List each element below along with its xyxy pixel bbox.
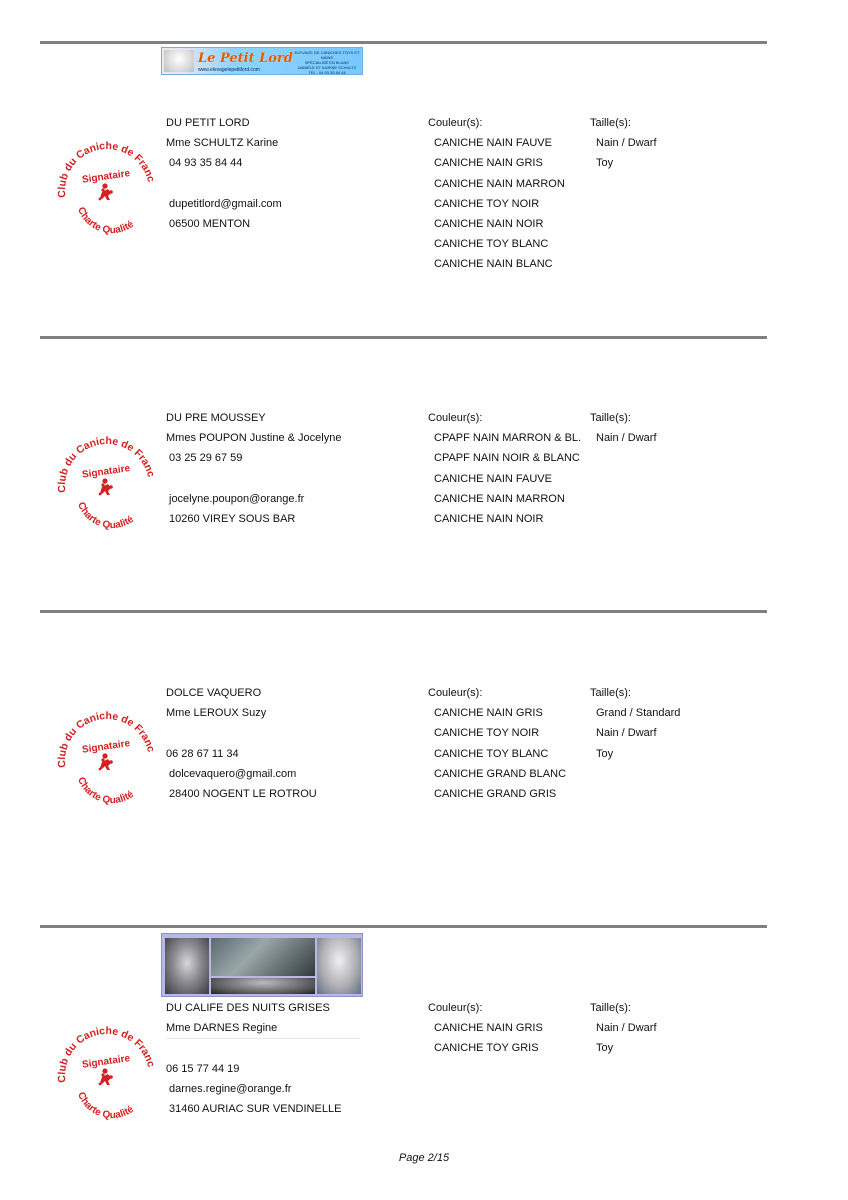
owner-name: Mme SCHULTZ Karine bbox=[166, 137, 279, 150]
breeder-banner-poodle-photos bbox=[161, 933, 363, 997]
kennel-name: DU CALIFE DES NUITS GRISES bbox=[166, 1002, 330, 1014]
email-address: darnes.regine@orange.fr bbox=[169, 1082, 292, 1095]
sizes-column bbox=[590, 686, 680, 767]
breeder-info bbox=[166, 411, 341, 532]
colors-column bbox=[428, 116, 565, 278]
banner-url: www.elevagelepetitlord.com bbox=[198, 67, 260, 73]
quality-seal-icon bbox=[52, 1015, 158, 1121]
section-divider bbox=[40, 610, 767, 613]
color-item: CANICHE NAIN FAUVE bbox=[434, 137, 552, 150]
color-item: CANICHE TOY BLANC bbox=[434, 238, 549, 251]
colors-label: Couleur(s): bbox=[428, 1002, 483, 1014]
section-divider bbox=[40, 336, 767, 339]
phone-number: 04 93 35 84 44 bbox=[169, 157, 243, 170]
banner-details bbox=[292, 50, 362, 75]
city: 06500 MENTON bbox=[169, 217, 251, 230]
color-item: CANICHE NAIN MARRON bbox=[434, 177, 565, 190]
kennel-name: DU PETIT LORD bbox=[166, 117, 250, 129]
email-address: dupetitlord@gmail.com bbox=[169, 197, 282, 210]
section-divider bbox=[40, 41, 767, 44]
section-divider bbox=[40, 925, 767, 928]
blank-line bbox=[166, 726, 317, 746]
color-item: CANICHE NAIN BLANC bbox=[434, 258, 553, 271]
email-address: dolcevaquero@gmail.com bbox=[169, 767, 297, 780]
colors-label: Couleur(s): bbox=[428, 687, 483, 699]
color-item: CANICHE TOY BLANC bbox=[434, 747, 549, 760]
color-item: CANICHE NAIN MARRON bbox=[434, 492, 565, 505]
city: 28400 NOGENT LE ROTROU bbox=[169, 787, 317, 800]
size-item: Nain / Dwarf bbox=[596, 1022, 657, 1035]
kennel-name: DU PRE MOUSSEY bbox=[166, 412, 266, 424]
color-item: CANICHE NAIN NOIR bbox=[434, 217, 544, 230]
sizes-column bbox=[590, 116, 657, 177]
breeder-banner-petit-lord bbox=[161, 47, 363, 75]
size-item: Grand / Standard bbox=[596, 707, 681, 720]
blank-line bbox=[166, 1041, 341, 1061]
sizes-column bbox=[590, 1001, 657, 1062]
color-item: CANICHE NAIN GRIS bbox=[434, 1022, 543, 1035]
blank-line bbox=[166, 472, 341, 492]
breeder-info bbox=[166, 116, 282, 237]
quality-seal-icon bbox=[52, 130, 158, 236]
color-item: CANICHE TOY NOIR bbox=[434, 727, 540, 740]
color-item: CANICHE TOY NOIR bbox=[434, 197, 540, 210]
phone-number: 06 28 67 11 34 bbox=[166, 747, 239, 760]
kennel-name: DOLCE VAQUERO bbox=[166, 687, 262, 699]
breeder-info bbox=[166, 686, 317, 807]
colors-column bbox=[428, 1001, 543, 1062]
sizes-label: Taille(s): bbox=[590, 412, 631, 424]
city: 31460 AURIAC SUR VENDINELLE bbox=[169, 1102, 342, 1115]
owner-name: Mme DARNES Regine bbox=[166, 1022, 278, 1035]
color-item: CANICHE TOY GRIS bbox=[434, 1042, 539, 1055]
color-item: CANICHE GRAND GRIS bbox=[434, 787, 557, 800]
color-item: CANICHE NAIN NOIR bbox=[434, 512, 544, 525]
poodle-photo bbox=[211, 938, 315, 976]
size-item: Toy bbox=[596, 157, 614, 170]
sizes-column bbox=[590, 411, 657, 451]
quality-seal-icon bbox=[52, 425, 158, 531]
size-item: Nain / Dwarf bbox=[596, 727, 657, 740]
puppy-photo bbox=[164, 50, 194, 72]
banner-logo: Le Petit Lord bbox=[198, 51, 293, 66]
banner-line: ELEVAGE DE CANICHES TOYS ET NAINS bbox=[294, 50, 360, 60]
owner-name: Mmes POUPON Justine & Jocelyne bbox=[166, 432, 342, 445]
sizes-label: Taille(s): bbox=[590, 687, 631, 699]
blank-line bbox=[166, 177, 282, 197]
breeder-info bbox=[166, 1001, 341, 1122]
size-item: Nain / Dwarf bbox=[596, 432, 657, 445]
phone-number: 06 15 77 44 19 bbox=[166, 1062, 240, 1075]
color-item: CPAPF NAIN NOIR & BLANC bbox=[434, 452, 580, 465]
city: 10260 VIREY SOUS BAR bbox=[169, 512, 296, 525]
poodle-photo bbox=[165, 938, 209, 994]
colors-label: Couleur(s): bbox=[428, 117, 483, 129]
size-item: Nain / Dwarf bbox=[596, 137, 657, 150]
colors-label: Couleur(s): bbox=[428, 412, 483, 424]
color-item: CPAPF NAIN MARRON & BL. bbox=[434, 432, 582, 445]
sizes-label: Taille(s): bbox=[590, 1002, 631, 1014]
page-number: Page 2/15 bbox=[398, 1152, 450, 1164]
email-address: jocelyne.poupon@orange.fr bbox=[169, 492, 305, 505]
color-item: CANICHE NAIN GRIS bbox=[434, 157, 543, 170]
color-item: CANICHE NAIN GRIS bbox=[434, 707, 543, 720]
banner-line: TEL : 04 93 35 84 44 bbox=[308, 70, 346, 75]
size-item: Toy bbox=[596, 1042, 614, 1055]
color-item: CANICHE GRAND BLANC bbox=[434, 767, 567, 780]
sizes-label: Taille(s): bbox=[590, 117, 631, 129]
colors-column bbox=[428, 686, 566, 807]
owner-name: Mme LEROUX Suzy bbox=[166, 707, 267, 720]
banner-line: DANIÈLE ET KARINE SCHULTZ bbox=[297, 65, 357, 70]
phone-number: 03 25 29 67 59 bbox=[169, 452, 243, 465]
poodle-photo bbox=[317, 938, 361, 994]
banner-line: SPÉCIALISÉ EN BLANC bbox=[304, 60, 350, 65]
color-item: CANICHE NAIN FAUVE bbox=[434, 472, 552, 485]
poodle-photo bbox=[211, 978, 315, 994]
colors-column bbox=[428, 411, 581, 532]
quality-seal-icon bbox=[52, 700, 158, 806]
size-item: Toy bbox=[596, 747, 614, 760]
